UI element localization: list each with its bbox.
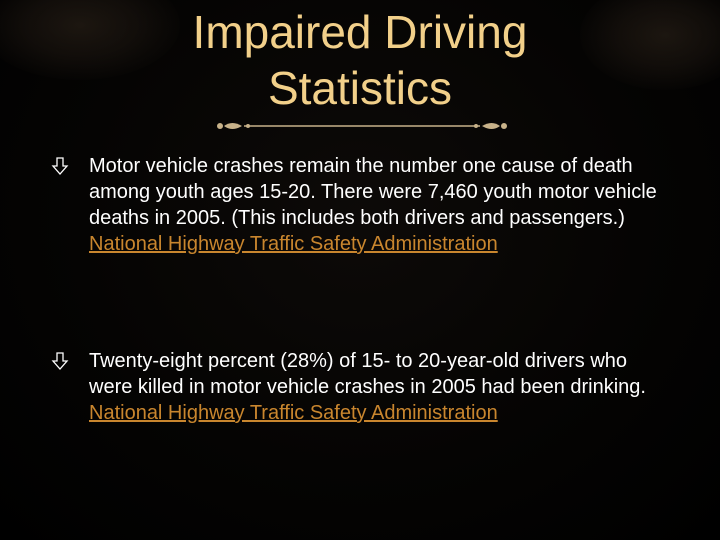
outline-down-arrow-icon [50,156,70,176]
title-line-1: Impaired Driving [192,6,528,58]
title-line-2: Statistics [267,62,453,114]
bullet-text-container [89,153,669,257]
ornamental-divider [214,118,510,136]
bullet-text-container [89,348,669,426]
source-link[interactable]: National Highway Traffic Safety Administration [89,233,498,255]
bullet-item-1 [50,153,670,293]
source-link[interactable]: National Highway Traffic Safety Administration [89,402,498,424]
bullet-item-2 [50,348,670,458]
bullet-text: Twenty-eight percent (28%) of 15- to 20-year-old drivers who were killed in motor vehicle crashes in 2005 had been drinking. [89,350,646,398]
bullet-text: Motor vehicle crashes remain the number one cause of death among youth ages 15-20. There were 7,460 youth motor vehicle deaths in 2005. (This includes both drivers and passengers.) [89,155,657,229]
outline-down-arrow-icon [50,351,70,371]
slide-title [100,4,620,116]
